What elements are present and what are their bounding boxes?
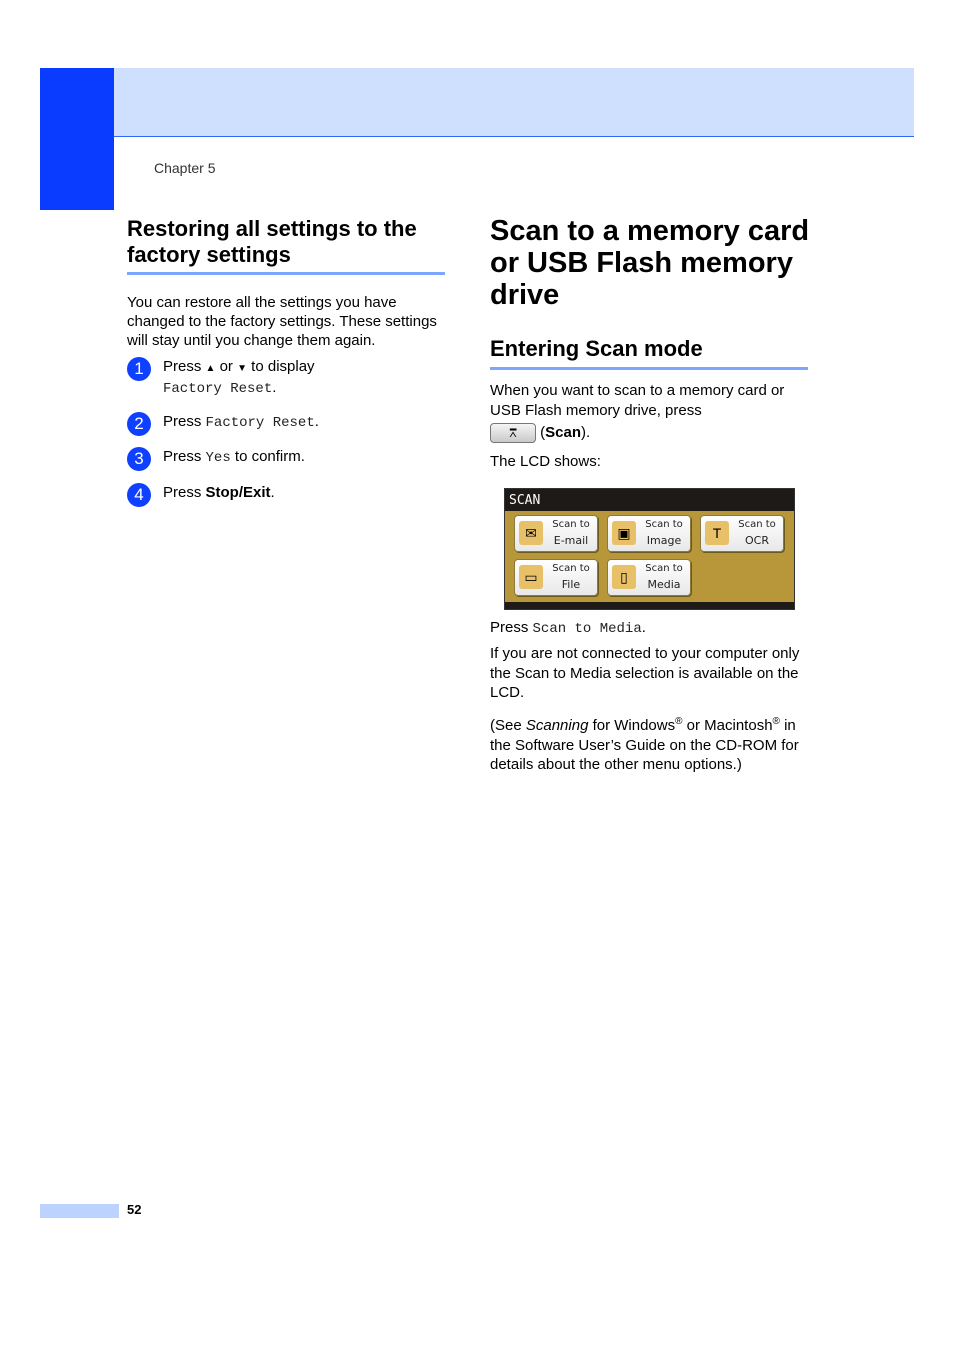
press-text: . [641, 619, 646, 636]
lcd-shows-label: The LCD shows: [490, 453, 601, 470]
note-text: in the Software User’s Guide on the CD-ROM for details about the other menu options.) [490, 717, 799, 773]
scan-intro: When you want to scan to a memory card or USB Flash memory drive, press [490, 382, 785, 419]
down-arrow-icon: ▼ [237, 363, 248, 374]
registered-mark: ® [675, 716, 683, 727]
step-2 [127, 412, 493, 433]
step-text: . [314, 413, 319, 430]
lcd-option: Factory Reset [205, 415, 315, 431]
scan-to-image-button[interactable] [607, 515, 691, 552]
chapter-label: Chapter 5 [154, 160, 216, 176]
registered-mark: ® [772, 716, 780, 727]
lcd-option: Yes [205, 450, 231, 466]
step-text: to confirm. [230, 448, 305, 465]
step-text: Press [163, 358, 206, 375]
button-label: Scan to [738, 519, 776, 530]
memory-card-icon: ▯ [612, 565, 636, 589]
see-guide-note [490, 712, 812, 775]
button-label: Scan to [645, 519, 683, 530]
button-label: Media [647, 578, 681, 591]
button-label: Scan to [645, 563, 683, 574]
step-1 [127, 357, 493, 399]
scan-key-line [490, 423, 590, 443]
chapter-tab [40, 68, 114, 210]
note-text: (See [490, 717, 526, 734]
footer-bar [40, 1204, 119, 1218]
stop-exit-key: Stop/Exit [205, 484, 271, 501]
left-column [127, 216, 445, 350]
section-heading-scan-mode: Entering Scan mode [490, 336, 808, 370]
scan-key-text: ( [536, 423, 546, 441]
note-text: for Windows [588, 717, 676, 734]
section-heading-restore: Restoring all settings to the factory settings [127, 216, 445, 275]
folder-icon: ▭ [519, 565, 543, 589]
step-text: Press [163, 448, 206, 465]
scan-key-label: Scan [545, 423, 582, 441]
button-label: Scan to [552, 519, 590, 530]
step-3 [127, 447, 493, 468]
lcd-bottom-bar [505, 602, 794, 609]
button-label: File [561, 578, 581, 591]
image-icon: ▣ [612, 521, 636, 545]
restore-intro: You can restore all the settings you have changed to the factory settings. These settings will stay until you change them again. [127, 294, 437, 349]
lcd-title: SCAN [505, 489, 794, 511]
button-label: Image [646, 534, 682, 547]
scan-to-email-button[interactable] [514, 515, 598, 552]
step-text: to display [247, 358, 315, 375]
step-text: or [215, 358, 238, 375]
step-text: Press [163, 484, 206, 501]
note-text: or Macintosh [682, 717, 773, 734]
lcd-screen [504, 488, 795, 610]
scan-key-icon: ⩞ [490, 423, 536, 443]
lcd-option: Scan to Media [532, 621, 642, 637]
page-number: 52 [127, 1202, 142, 1217]
step-text: Press [163, 413, 206, 430]
step-text: . [272, 379, 277, 396]
button-label: Scan to [552, 563, 590, 574]
press-text: Press [490, 619, 533, 636]
button-label: E-mail [553, 534, 589, 547]
step-number: 3 [127, 447, 151, 471]
ocr-document-icon: T [705, 521, 729, 545]
scan-key-text: ). [581, 423, 591, 441]
connection-note: If you are not connected to your computer only the Scan to Media selection is available on the LCD. [490, 645, 800, 701]
scan-to-ocr-button[interactable] [700, 515, 784, 552]
step-number: 4 [127, 483, 151, 507]
note-italic: Scanning [525, 717, 589, 734]
step-4 [127, 483, 493, 502]
scan-to-media-button[interactable] [607, 559, 691, 596]
up-arrow-icon: ▲ [205, 363, 216, 374]
step-number: 2 [127, 412, 151, 436]
press-scan-to-media [490, 618, 810, 640]
header-band [40, 68, 914, 137]
step-text: . [270, 484, 275, 501]
envelope-icon: ✉ [519, 521, 543, 545]
step-number: 1 [127, 357, 151, 381]
button-label: OCR [745, 534, 769, 547]
scan-to-file-button[interactable] [514, 559, 598, 596]
lcd-option: Factory Reset [163, 381, 273, 397]
page-title: Scan to a memory card or USB Flash memory drive [490, 215, 810, 311]
